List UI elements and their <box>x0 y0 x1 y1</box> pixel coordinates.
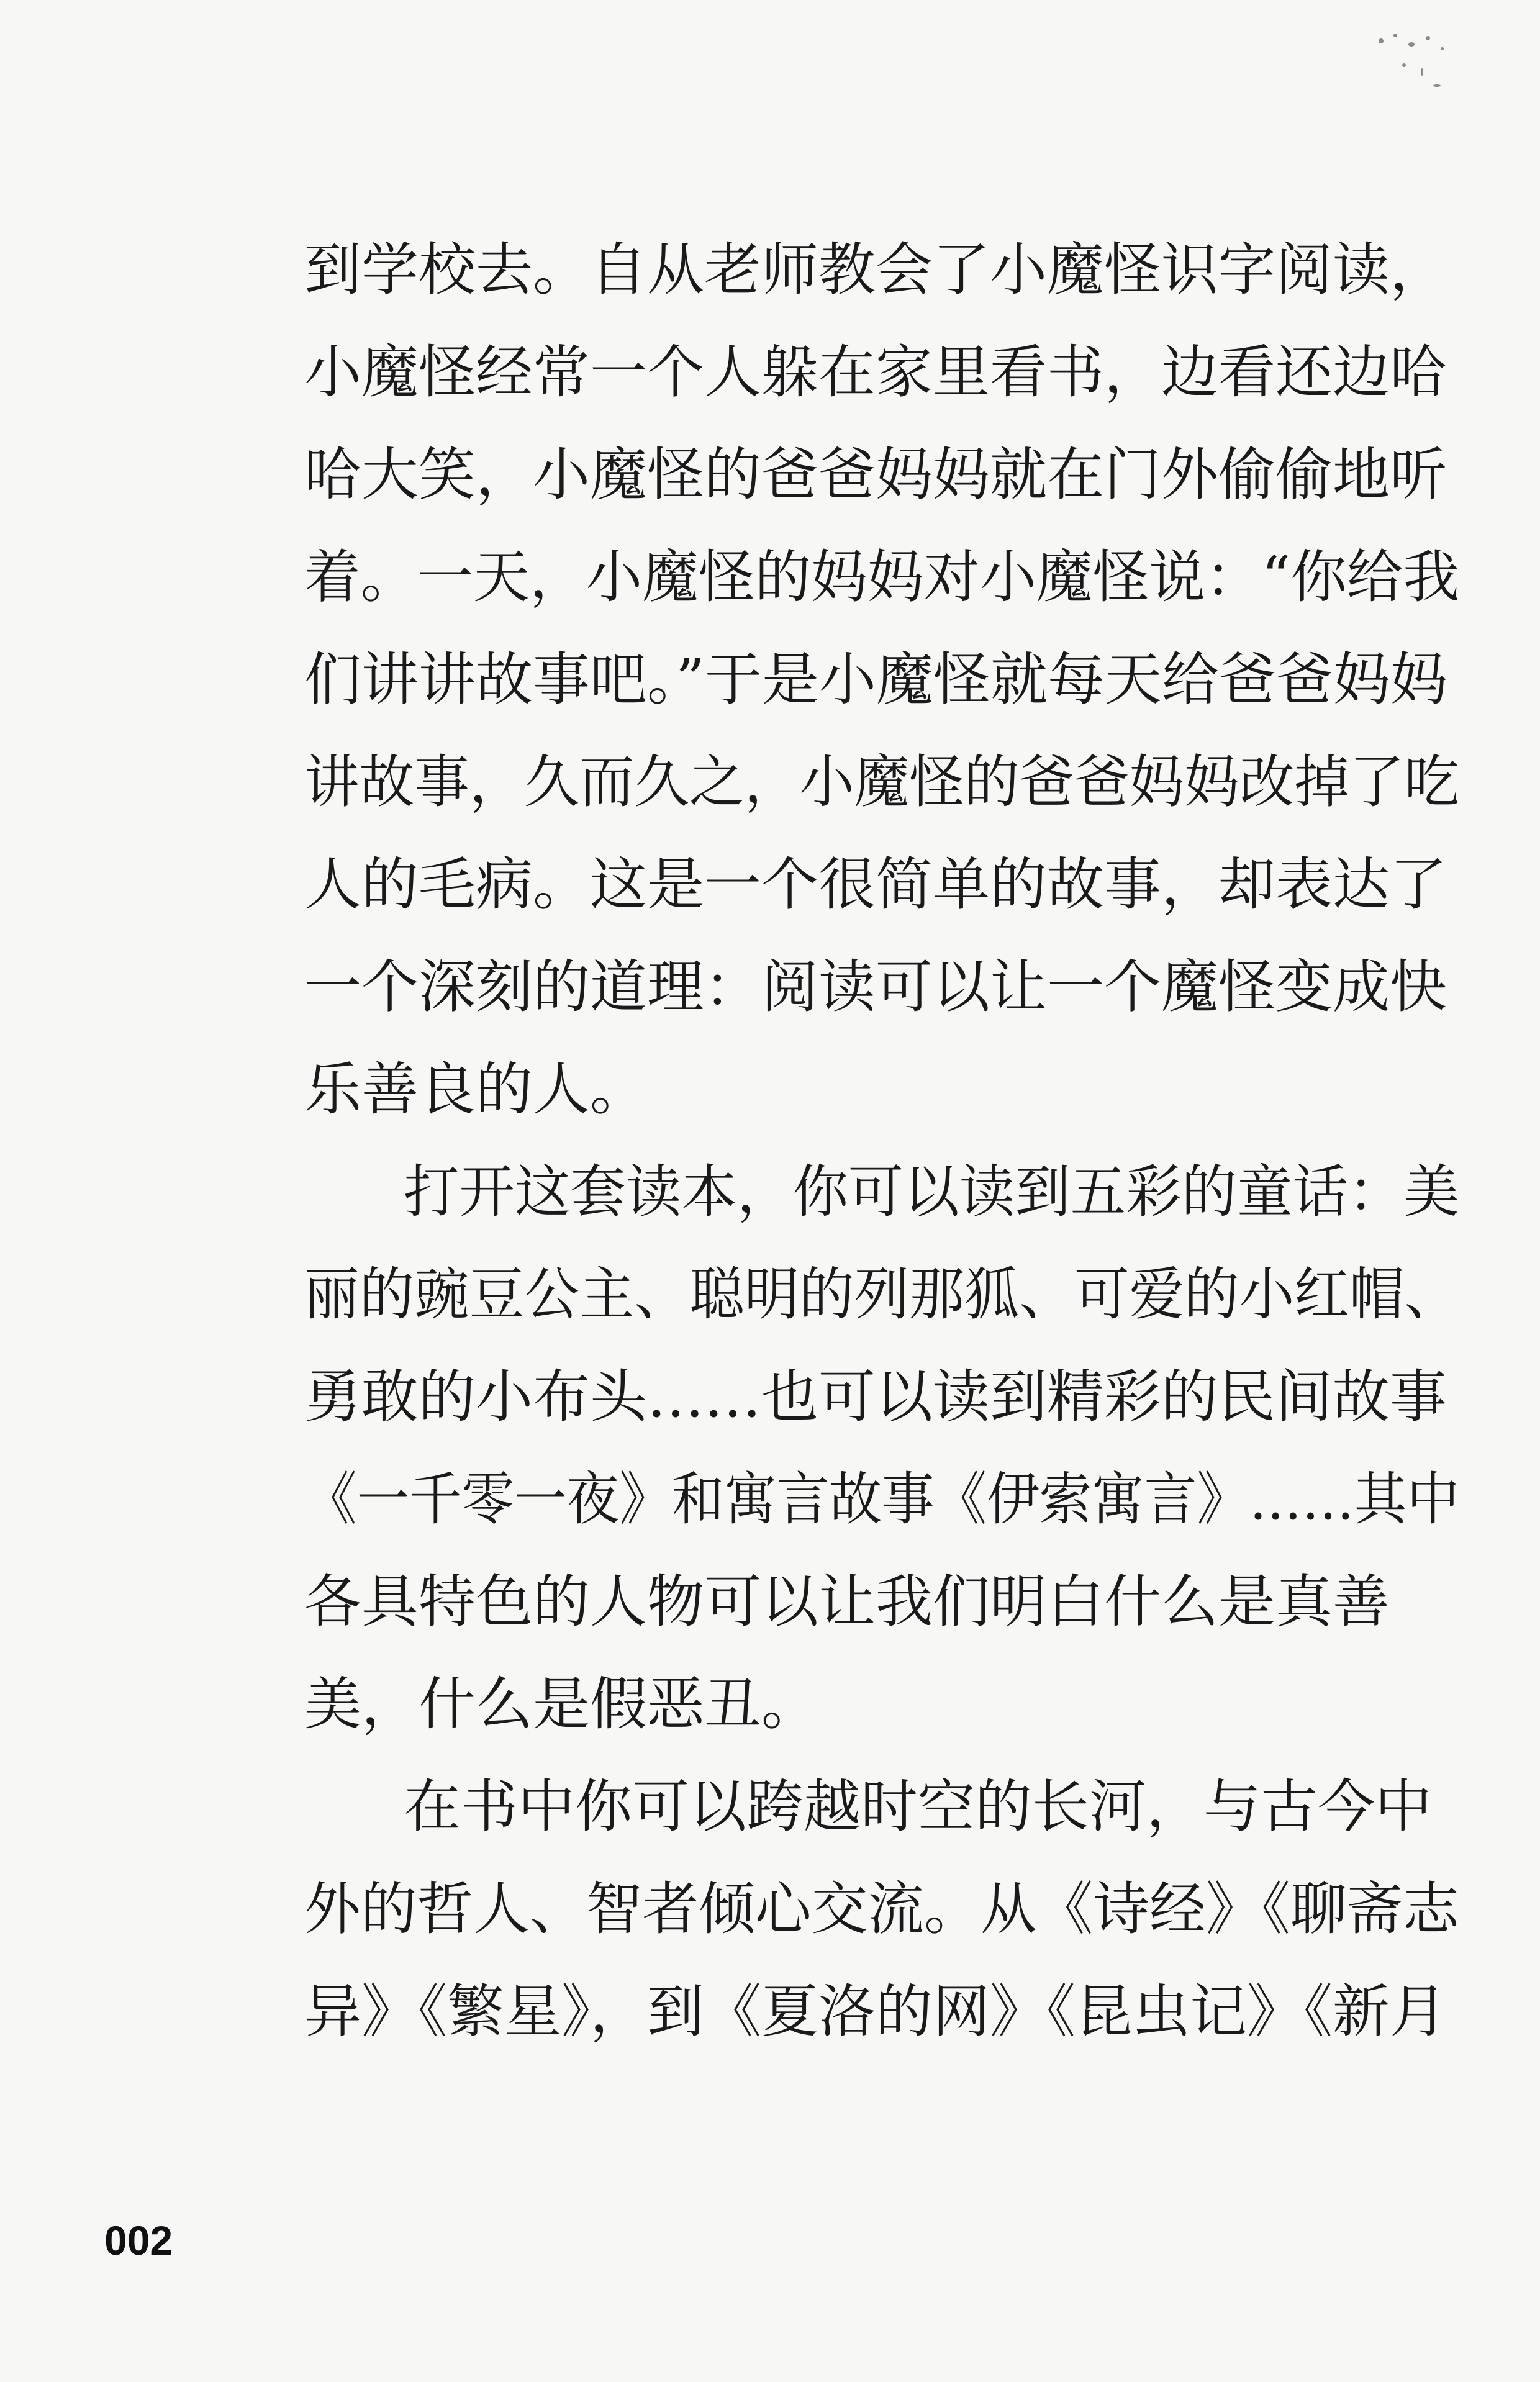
text-line-7: 人的毛病。这是一个很简单的故事，却表达了 <box>304 851 1447 918</box>
text-line-4: 着。一天，小魔怪的妈妈对小魔怪说：“你给我 <box>304 544 1459 610</box>
text-line-3: 哈大笑，小魔怪的爸爸妈妈就在门外偷偷地听 <box>304 442 1447 508</box>
text-line-10: 打开这套读本，你可以读到五彩的童话：美 <box>404 1159 1459 1225</box>
text-line-14: 各具特色的人物可以让我们明白什么是真善 <box>304 1569 1390 1635</box>
text-line-9: 乐善良的人。 <box>304 1056 648 1123</box>
text-line-11: 丽的豌豆公主、聪明的列那狐、可爱的小红帽、 <box>304 1261 1459 1328</box>
page-number: 002 <box>104 2217 173 2263</box>
text-line-2: 小魔怪经常一个人躲在家里看书，边看还边哈 <box>304 339 1447 405</box>
print-speckle-mark <box>1366 25 1465 99</box>
text-line-15: 美，什么是假恶丑。 <box>304 1671 819 1737</box>
text-line-8: 一个深刻的道理：阅读可以让一个魔怪变成快 <box>304 954 1447 1020</box>
text-line-12: 勇敢的小布头……也可以读到精彩的民间故事 <box>304 1364 1447 1430</box>
text-line-13: 《一千零一夜》和寓言故事《伊索寓言》……其中 <box>304 1466 1459 1533</box>
text-line-1: 到学校去。自从老师教会了小魔怪识字阅读， <box>304 237 1447 303</box>
text-line-17: 外的哲人、智者倾心交流。从《诗经》《聊斋志 <box>304 1876 1459 1942</box>
text-line-6: 讲故事，久而久之，小魔怪的爸爸妈妈改掉了吃 <box>304 749 1459 815</box>
text-line-18: 异》《繁星》，到《夏洛的网》《昆虫记》《新月 <box>304 1978 1447 2045</box>
text-line-16: 在书中你可以跨越时空的长河，与古今中 <box>404 1773 1433 1840</box>
text-line-5: 们讲讲故事吧。”于是小魔怪就每天给爸爸妈妈 <box>304 646 1448 713</box>
